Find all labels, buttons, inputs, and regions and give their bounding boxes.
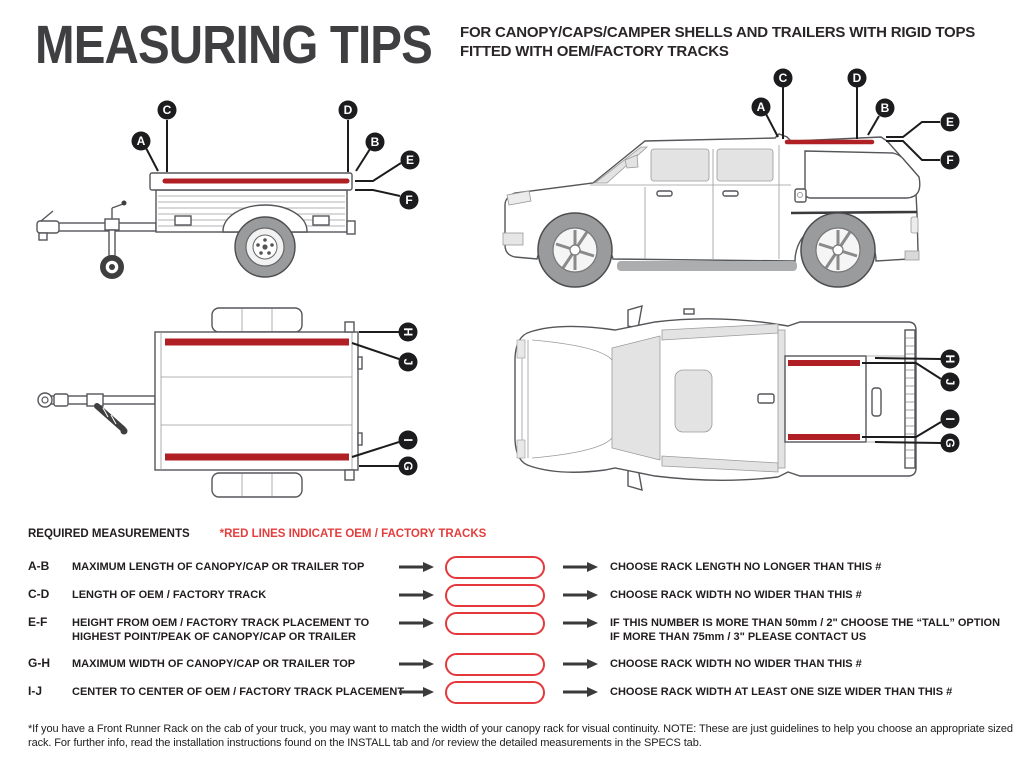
arrow-icon — [562, 686, 598, 698]
callout-e — [401, 151, 420, 170]
measurement-instruction — [610, 616, 1000, 644]
svg-text:I: I — [943, 417, 957, 421]
headlight — [517, 440, 525, 458]
measurement-description — [72, 560, 364, 574]
callout-d — [339, 101, 358, 120]
svg-text:B: B — [880, 101, 890, 115]
front-door-window — [651, 149, 709, 181]
door-handle — [657, 191, 672, 196]
canopy-window — [805, 151, 920, 198]
cab-rear-window — [778, 330, 785, 468]
fuel-door — [795, 189, 806, 202]
svg-text:H: H — [943, 354, 957, 364]
description-line: LENGTH OF OEM / FACTORY TRACK — [72, 589, 267, 601]
callout-f — [400, 191, 419, 210]
measurement-id: I-J — [28, 684, 43, 698]
measurement-value-field — [445, 584, 545, 607]
callout-g — [941, 434, 960, 453]
instruction-line: CHOOSE RACK WIDTH AT LEAST ONE SIZE WIDER THAN THIS # — [610, 686, 953, 698]
callout-h — [941, 350, 960, 369]
svg-text:E: E — [405, 153, 415, 167]
instruction-line: CHOOSE RACK WIDTH NO WIDER THAN THIS # — [610, 658, 862, 670]
taillight — [911, 217, 918, 233]
trailer-fender-top — [212, 308, 302, 332]
required-measurements-label: REQUIRED MEASUREMENTS — [28, 528, 190, 540]
windshield-top — [612, 336, 660, 460]
callout-a — [752, 98, 771, 117]
description-line: CENTER TO CENTER OF OEM / FACTORY TRACK PLACEMENT — [72, 686, 405, 698]
trailer-drawbar — [37, 211, 156, 240]
instruction-line: IF THIS NUMBER IS MORE THAN 50mm / 2" CHOOSE THE “TALL” OPTION — [610, 617, 1001, 629]
arrow-icon — [562, 617, 598, 629]
front-wheel — [538, 213, 612, 287]
svg-text:J: J — [943, 378, 957, 386]
legend — [28, 524, 486, 542]
trailer-top-view-diagram — [25, 305, 445, 500]
svg-text:D: D — [852, 71, 862, 85]
svg-text:H: H — [401, 327, 415, 337]
description-line-2: HIGHEST POINT/PEAK OF CANOPY/CAP OR TRAILER — [72, 631, 356, 643]
trailer-top-callouts — [352, 323, 418, 476]
arrow-icon — [398, 658, 434, 670]
callout-j — [941, 373, 960, 392]
measurement-row-gh — [0, 653, 1024, 679]
measurement-row-ab — [0, 556, 1024, 582]
measurement-instruction — [610, 685, 952, 699]
rear-bumper — [905, 251, 919, 260]
callout-c — [774, 69, 793, 88]
measurement-value-field — [445, 556, 545, 579]
measurement-instruction — [610, 588, 862, 602]
measurement-id: A-B — [28, 559, 50, 573]
instruction-line: CHOOSE RACK LENGTH NO LONGER THAN THIS # — [610, 561, 882, 573]
measurement-id: E-F — [28, 615, 48, 629]
subtitle-line-1: FOR CANOPY/CAPS/CAMPER SHELLS AND TRAILERS WITH RIGID TOPS — [460, 24, 976, 41]
svg-text:G: G — [401, 461, 415, 471]
measurement-id: G-H — [28, 656, 50, 670]
jack-crank-handle — [97, 406, 128, 435]
callout-d — [848, 69, 867, 88]
svg-text:D: D — [343, 103, 353, 117]
callout-h — [399, 323, 418, 342]
footnote: *If you have a Front Runner Rack on the cab of your truck, you may want to match the width of your canopy rack for visual continuity. NOTE: These are just guidelines to help you choose an appropriate sized rack. For further info, read the installation instructions found on the INSTALL tab and /or review the detailed measurements in the SPECS tab. — [28, 723, 1013, 749]
trailer-latch — [313, 216, 329, 225]
arrow-icon — [398, 589, 434, 601]
measurement-row-ef — [0, 612, 1024, 650]
svg-text:F: F — [946, 153, 954, 167]
truck-top-view-diagram — [500, 300, 970, 495]
subtitle-line-2: FITTED WITH OEM/FACTORY TRACKS — [460, 43, 729, 60]
callout-j — [399, 353, 418, 372]
svg-text:C: C — [778, 71, 788, 85]
trailer-latch — [175, 216, 191, 225]
arrow-icon — [398, 617, 434, 629]
page-title: MEASURING TIPS — [35, 15, 432, 75]
headlight — [517, 340, 525, 358]
measurement-id: C-D — [28, 587, 50, 601]
callout-f — [941, 151, 960, 170]
truck-side-view-diagram — [495, 65, 970, 300]
svg-text:E: E — [945, 115, 955, 129]
arrow-icon — [562, 658, 598, 670]
red-lines-note: *RED LINES INDICATE OEM / FACTORY TRACKS — [219, 528, 487, 540]
page-subtitle — [460, 23, 975, 61]
bed-rail-line — [791, 212, 917, 213]
callout-b — [876, 99, 895, 118]
callout-g — [399, 457, 418, 476]
running-board — [617, 261, 797, 271]
instruction-line: CHOOSE RACK WIDTH NO WIDER THAN THIS # — [610, 589, 862, 601]
measurement-description — [72, 588, 266, 602]
svg-text:B: B — [370, 135, 380, 149]
callout-b — [366, 133, 385, 152]
svg-text:F: F — [405, 193, 413, 207]
trailer-wheel — [235, 217, 295, 277]
measurement-description — [72, 685, 404, 699]
rear-wheel — [801, 213, 875, 287]
trailer-fender-bottom — [212, 473, 302, 497]
description-line: HEIGHT FROM OEM / FACTORY TRACK PLACEMENT TO — [72, 617, 370, 629]
arrow-icon — [398, 561, 434, 573]
antenna — [684, 309, 694, 314]
svg-text:I: I — [401, 438, 415, 442]
sunroof — [675, 370, 712, 432]
instruction-line-2: IF MORE THAN 75mm / 3" PLEASE CONTACT US — [610, 631, 867, 643]
svg-text:A: A — [756, 100, 766, 114]
arrow-icon — [398, 686, 434, 698]
measurement-description — [72, 657, 355, 671]
description-line: MAXIMUM LENGTH OF CANOPY/CAP OR TRAILER TOP — [72, 561, 365, 573]
arrow-icon — [562, 589, 598, 601]
callout-i — [399, 431, 418, 450]
arrow-icon — [562, 561, 598, 573]
measurement-row-ij — [0, 681, 1024, 707]
measurement-row-cd — [0, 584, 1024, 610]
callout-i — [941, 410, 960, 429]
measurement-value-field — [445, 612, 545, 635]
measurement-value-field — [445, 653, 545, 676]
rear-door-window — [717, 149, 773, 181]
front-bumper — [503, 233, 523, 245]
svg-text:A: A — [136, 134, 146, 148]
svg-text:G: G — [943, 438, 957, 448]
svg-text:J: J — [401, 358, 415, 366]
measurement-value-field — [445, 681, 545, 704]
callout-a — [132, 132, 151, 151]
door-handle — [723, 191, 738, 196]
callout-e — [941, 113, 960, 132]
measurement-description — [72, 616, 369, 644]
description-line: MAXIMUM WIDTH OF CANOPY/CAP OR TRAILER TOP — [72, 658, 356, 670]
svg-text:C: C — [162, 103, 172, 117]
measurement-instruction — [610, 560, 881, 574]
tailgate — [905, 330, 915, 468]
callout-c — [158, 101, 177, 120]
trailer-side-view-diagram — [25, 95, 455, 290]
trailer-jockey-wheel — [100, 201, 127, 280]
measurement-instruction — [610, 657, 862, 671]
